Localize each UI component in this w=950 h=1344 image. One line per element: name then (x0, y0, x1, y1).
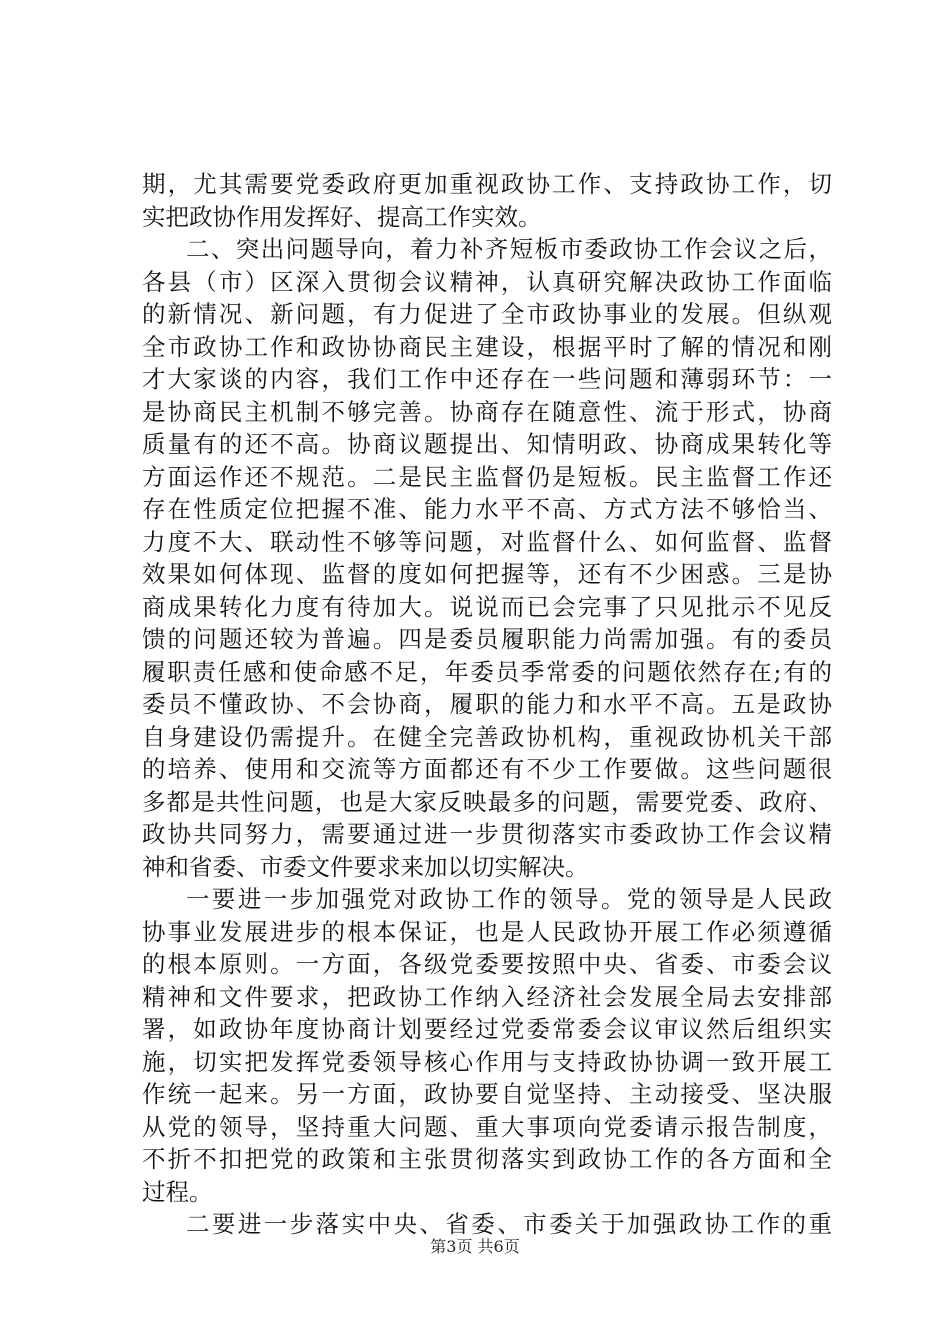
text-line: 的培养、使用和交流等方面都还有不少工作要做。这些问题很 (142, 755, 832, 783)
text-line: 委员不懂政协、不会协商，履职的能力和水平不高。五是政协 (142, 690, 832, 718)
text-line: 署，如政协年度协商计划要经过党委常委会议审议然后组织实 (142, 1015, 832, 1043)
text-line: 协事业发展进步的根本保证，也是人民政协开展工作必须遵循 (142, 917, 832, 946)
text-line: 实把政协作用发挥好、提高工作实效。 (142, 202, 542, 231)
text-line: 存在性质定位把握不准、能力水平不高、方式方法不够恰当、 (142, 495, 832, 523)
text-line: 神和省委、市委文件要求来加以切实解决。 (142, 852, 589, 881)
text-line: 作统一起来。另一方面，政协要自觉坚持、主动接受、坚决服 (142, 1080, 832, 1108)
text-line: 全市政协工作和政协协商民主建设，根据平时了解的情况和刚 (142, 332, 832, 361)
text-line: 过程。 (142, 1177, 213, 1206)
text-line: 商成果转化力度有待加大。说说而已会完事了只见批示不见反 (142, 592, 832, 621)
text-line: 馈的问题还较为普遍。四是委员履职能力尚需加强。有的委员 (142, 625, 832, 653)
text-line: 期，尤其需要党委政府更加重视政协工作、支持政协工作，切 (142, 170, 832, 198)
text-line: 不折不扣把党的政策和主张贯彻落实到政协工作的各方面和全 (142, 1145, 832, 1173)
text-line: 各县（市）区深入贯彻会议精神，认真研究解决政协工作面临 (142, 267, 832, 296)
page-footer: 第3页 共6页 (430, 1237, 520, 1256)
text-line: 从党的领导，坚持重大问题、重大事项向党委请示报告制度， (142, 1112, 832, 1141)
text-line: 效果如何体现、监督的度如何把握等，还有不少困惑。三是协 (142, 560, 832, 588)
text-line: 施，切实把发挥党委领导核心作用与支持政协协调一致开展工 (142, 1047, 832, 1076)
text-line: 力度不大、联动性不够等问题，对监督什么、如何监督、监督 (142, 527, 832, 556)
text-line: 二、突出问题导向，着力补齐短板市委政协工作会议之后， (186, 235, 832, 263)
text-line: 一要进一步加强党对政协工作的领导。党的领导是人民政 (186, 885, 832, 913)
text-line: 是协商民主机制不够完善。协商存在随意性、流于形式，协商 (142, 397, 832, 426)
text-line: 履职责任感和使命感不足，年委员季常委的问题依然存在;有的 (142, 657, 832, 686)
text-line: 方面运作还不规范。二是民主监督仍是短板。民主监督工作还 (142, 462, 832, 491)
text-line: 自身建设仍需提升。在健全完善政协机构，重视政协机关干部 (142, 722, 832, 751)
text-line: 才大家谈的内容，我们工作中还存在一些问题和薄弱环节：一 (142, 365, 832, 393)
text-line: 多都是共性问题，也是大家反映最多的问题，需要党委、政府、 (142, 787, 832, 816)
text-line: 的新情况、新问题，有力促进了全市政协事业的发展。但纵观 (142, 300, 832, 328)
text-line: 质量有的还不高。协商议题提出、知情明政、协商成果转化等 (142, 430, 832, 458)
text-line: 二要进一步落实中央、省委、市委关于加强政协工作的重 (186, 1210, 832, 1238)
text-line: 的根本原则。一方面，各级党委要按照中央、省委、市委会议 (142, 950, 832, 978)
document-body (142, 168, 832, 1241)
text-line: 政协共同努力，需要通过进一步贯彻落实市委政协工作会议精 (142, 820, 832, 848)
text-line: 精神和文件要求，把政协工作纳入经济社会发展全局去安排部 (142, 982, 832, 1011)
